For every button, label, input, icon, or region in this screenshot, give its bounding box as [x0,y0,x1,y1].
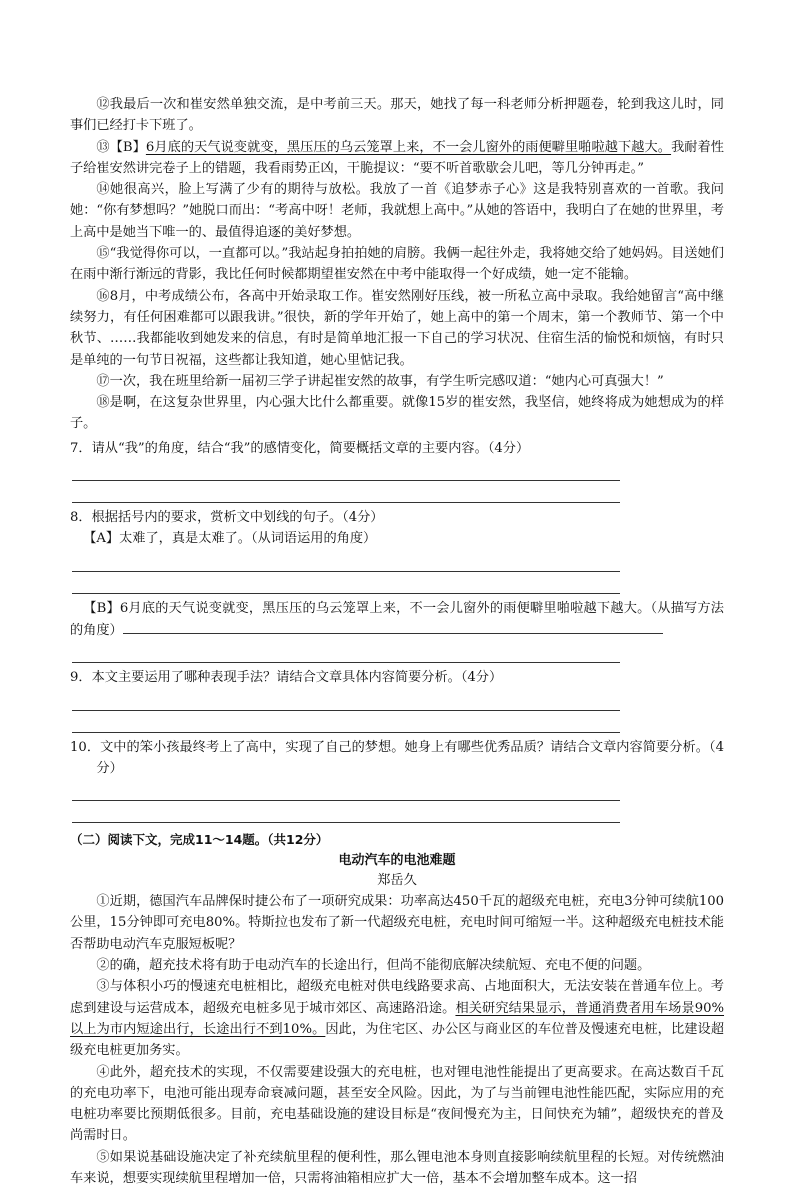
article-paragraph-5: ⑤如果说基础设施决定了补充续航里程的便利性，那么锂电池本身则直接影响续航里程的长短。对传统燃油车来说，想要实现续航里程增加一倍，只需将油箱相应扩大一倍，基本不会增加整车成本。这一招 [70,1149,724,1186]
question-10: 10．文中的笨小孩最终考上了高中，实现了自己的梦想。她身上有哪些优秀品质？请结合文章内容简要分析。（4分） [70,739,724,776]
article-paragraph-4: ④此外，超充技术的实现，不仅需要建设强大的充电桩，也对锂电池性能提出了更高要求。在高达数百千瓦的充电功率下，电池可能出现寿命衰减问题，甚至安全风险。因此，为了与当前锂电池性能匹配，实际应用的充电桩功率要比预期低很多。目前，充电基础设施的建设目标是“夜间慢充为主，日间快充为辅”，超级快充的普及尚需时日。 [70,1064,724,1144]
paragraph-13-rest: 我耐着性子给崔安然讲完卷子上的错题，我看雨势正凶，干脆提议：“要不听首歌歇会儿吧，等几分钟再走。” [70,139,724,176]
paragraph-14: ⑭她很高兴，脸上写满了少有的期待与放松。我放了一首《追梦赤子心》这是我特别喜欢的一首歌。我问她：“你有梦想吗？”她脱口而出：“考高中呀！老师，我就想上高中。”从她的答语中，我明白了在她的世界里，考上高中是她当下唯一的、最值得追逐的美好梦想。 [70,182,724,240]
question-8a: 【A】太难了，真是太难了。（从词语运用的角度） [83,531,377,547]
answer-line[interactable] [72,689,620,711]
question-8: 8．根据括号内的要求，赏析文中划线的句子。（4分） [70,510,384,526]
answer-line[interactable] [72,779,620,801]
underlined-sentence-b: 6月底的天气说变就变，黑压压的乌云笼罩上来，不一会儿窗外的雨便噼里啪啦越下越大。 [145,139,672,155]
paragraph-3-post: 因此，为住宅区、办公区与商业区的车位普及慢速充电桩，比建设超级充电桩更加务实。 [70,1021,725,1059]
answer-line[interactable] [72,481,620,503]
exam-page [70,94,724,1189]
paragraph-18: ⑱是啊，在这复杂世界里，内心强大比什么都重要。就像15岁的崔安然，我坚信，她终将成为她想成为的样子。 [70,395,724,432]
answer-line[interactable] [72,459,620,481]
answer-line[interactable] [72,641,620,663]
answer-line[interactable] [72,550,620,572]
answer-line[interactable] [72,801,620,823]
paragraph-12: ⑫我最后一次和崔安然单独交流，是中考前三天。那天，她找了每一科老师分析押题卷，轮到我这儿时，同事们已经打卡下班了。 [70,97,724,134]
paragraph-3-pre: ③与体积小巧的慢速充电桩相比，超级充电桩对供电线路要求高、占地面积大，无法安装在普通车位上。考虑到建设与运营成本，超级充电桩多见于城市郊区、高速路沿途。 [70,979,724,1016]
question-9: 9．本文主要运用了哪种表现手法？请结合文章具体内容简要分析。（4分） [70,670,503,686]
article-title: 电动汽车的电池难题 [338,853,456,869]
paragraph-15: ⑮“我觉得你可以，一直都可以。”我站起身拍拍她的肩膀。我俩一起往外走，我将她交给了她妈妈。目送她们在雨中渐行渐远的背影，我比任何时候都期望崔安然在中考中能取得一个好成绩，她一定不能输。 [70,246,724,283]
article-paragraph-1: ①近期，德国汽车品牌保时捷公布了一项研究成果：功率高达450千瓦的超级充电桩，充电3分钟可续航100公里，15分钟即可充电80%。特斯拉也发布了新一代超级充电桩，充电时间可缩短一半。这种超级充电桩技术能否帮助电动汽车克服短板呢？ [70,894,724,952]
question-8b-text: 【B】6月底的天气说变就变，黑压压的乌云笼罩上来，不一会儿窗外的雨便噼里啪啦越下越大。（从描写方法的角度） [70,600,724,638]
answer-line[interactable] [72,711,620,733]
answer-line[interactable] [72,572,620,594]
article-paragraph-2: ②的确，超充技术将有助于电动汽车的长途出行，但尚不能彻底解决续航短、充电不便的问题。 [96,958,651,974]
paragraph-13 [70,137,724,180]
answer-line[interactable] [123,619,663,634]
article-author: 郑岳久 [377,873,417,889]
question-8b [70,598,724,642]
question-7: 7．请从“我”的角度，结合“我”的感情变化，简要概括文章的主要内容。（4分） [70,440,530,456]
section-heading: （二）阅读下文，完成11～14题。（共12分） [70,832,329,848]
article-paragraph-3 [70,976,724,1061]
paragraph-16: ⑯8月，中考成绩公布，各高中开始录取工作。崔安然刚好压线，被一所私立高中录取。我给她留言“高中继续努力，有任何困难都可以跟我讲。”很快，新的学年开始了，她上高中的第一个周末，第一个教师节、第一个中秋节、……我都能收到她发来的信息，有时是简单地汇报一下自己的学习状况、住宿生活的愉悦和烦恼，有时只是单纯的一句节日祝福，这些都让我知道，她心里惦记我。 [70,288,724,368]
label-b: ⑬【B】 [96,139,146,155]
underlined-sentence: 相关研究结果显示，普通消费者用车场景90%以上为市内短途出行，长途出行不到10%。 [70,1000,725,1037]
paragraph-17: ⑰一次，我在班里给新一届初三学子讲起崔安然的故事，有学生听完感叹道：“她内心可真强大！” [96,373,664,389]
